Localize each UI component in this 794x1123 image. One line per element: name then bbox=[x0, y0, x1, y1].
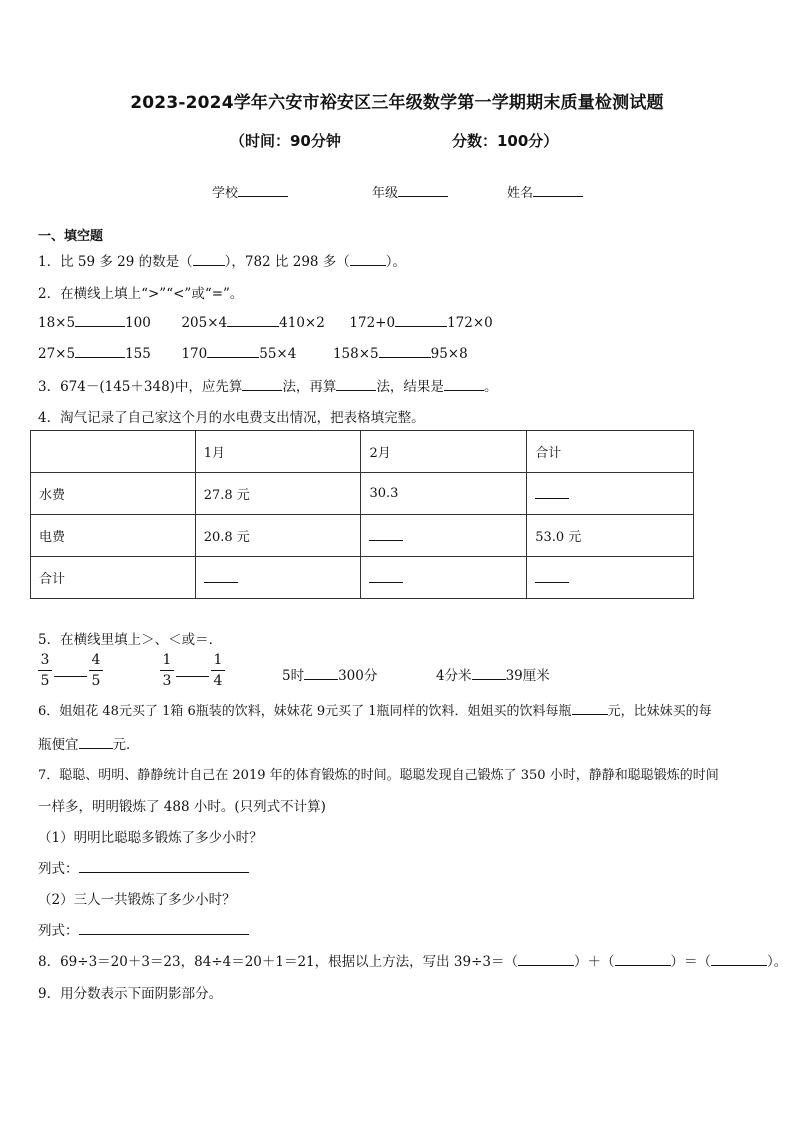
q8-blank-1[interactable] bbox=[518, 952, 574, 966]
q3-text-a: 3．674－(145＋348)中，应先算 bbox=[38, 379, 243, 395]
utility-table bbox=[30, 430, 694, 599]
denominator: 3 bbox=[162, 673, 172, 689]
question-7-line-2: 一样多，明明锻炼了 488 小时。(只列式不计算) bbox=[38, 799, 326, 815]
table-cell: 合计 bbox=[31, 557, 196, 599]
q2-r1-left-2: 205×4 bbox=[181, 315, 228, 331]
q6-text-b: 元，比妹妹买的每 bbox=[607, 704, 712, 719]
table-cell bbox=[361, 515, 527, 557]
q1-blank-1[interactable] bbox=[193, 252, 225, 266]
q5-blank-3[interactable] bbox=[304, 666, 338, 680]
q5-compare-time bbox=[282, 664, 377, 684]
q2-blank[interactable] bbox=[75, 313, 125, 327]
table-row bbox=[31, 557, 694, 599]
question-7-sub-2: （2）三人一共锻炼了多少小时？ bbox=[38, 892, 236, 908]
numerator: 4 bbox=[91, 652, 101, 668]
q8-text-c: ）＝（ bbox=[670, 954, 712, 970]
table-cell bbox=[361, 557, 527, 599]
grade-blank[interactable] bbox=[398, 183, 448, 197]
table-header-cell bbox=[31, 431, 196, 473]
school-field bbox=[212, 182, 288, 201]
q6-blank-1[interactable] bbox=[572, 701, 608, 715]
table-blank[interactable] bbox=[204, 569, 238, 583]
q6-text-c: 瓶便宜 bbox=[38, 737, 79, 753]
q3-blank-3[interactable] bbox=[444, 377, 484, 391]
formula-label: 列式： bbox=[38, 923, 79, 939]
table-cell bbox=[195, 557, 361, 599]
denominator: 5 bbox=[40, 673, 50, 689]
q2-r2-right-2: 55×4 bbox=[259, 346, 297, 362]
question-2-row-1 bbox=[38, 313, 493, 331]
table-cell bbox=[527, 557, 694, 599]
q3-blank-2[interactable] bbox=[336, 377, 376, 391]
school-blank[interactable] bbox=[238, 183, 288, 197]
q3-text-c: 法，结果是 bbox=[376, 379, 444, 395]
table-blank[interactable] bbox=[369, 527, 403, 541]
q8-text-d: ）。 bbox=[767, 954, 788, 970]
q2-r2-left-1: 27×5 bbox=[38, 346, 76, 362]
question-7-sub-1: （1）明明比聪聪多锻炼了多少小时？ bbox=[38, 830, 263, 846]
exam-time: （时间：90分钟 bbox=[230, 132, 341, 150]
numerator: 1 bbox=[213, 652, 223, 668]
q1-text-b: ），782 比 298 多（ bbox=[224, 254, 350, 270]
q2-blank[interactable] bbox=[227, 313, 279, 327]
q2-r1-right-3: 172×0 bbox=[447, 315, 493, 331]
table-cell: 27.8 元 bbox=[195, 473, 361, 515]
name-field bbox=[507, 182, 583, 201]
fraction-1-3 bbox=[160, 652, 174, 689]
q5-blank-1[interactable] bbox=[54, 676, 87, 677]
table-header-cell: 合计 bbox=[527, 431, 694, 473]
q2-r2-right-3: 95×8 bbox=[430, 346, 468, 362]
grade-label: 年级 bbox=[372, 186, 399, 201]
q5-compare-length bbox=[436, 664, 550, 684]
question-8 bbox=[38, 950, 787, 970]
question-4-prompt: 4．淘气记录了自己家这个月的水电费支出情况，把表格填完整。 bbox=[38, 410, 425, 426]
q2-blank[interactable] bbox=[395, 313, 447, 327]
table-blank[interactable] bbox=[369, 569, 403, 583]
q1-blank-2[interactable] bbox=[350, 252, 386, 266]
table-cell: 水费 bbox=[31, 473, 196, 515]
numerator: 3 bbox=[40, 652, 50, 668]
q5-c1-left: 5时 bbox=[282, 668, 305, 684]
fraction-1-4 bbox=[211, 652, 225, 689]
grade-field bbox=[372, 182, 448, 201]
denominator: 4 bbox=[213, 673, 223, 689]
name-label: 姓名 bbox=[507, 186, 534, 201]
q1-text-c: ）。 bbox=[385, 254, 407, 270]
q2-blank[interactable] bbox=[75, 344, 125, 358]
q2-r2-left-2: 170 bbox=[181, 346, 208, 362]
table-cell: 电费 bbox=[31, 515, 196, 557]
q2-blank[interactable] bbox=[207, 344, 259, 358]
q2-r1-right-1: 100 bbox=[125, 315, 151, 331]
table-cell: 30.3 bbox=[361, 473, 527, 515]
table-row bbox=[31, 515, 694, 557]
table-cell bbox=[527, 473, 694, 515]
formula-label: 列式： bbox=[38, 861, 79, 877]
q6-text-a: 6．姐姐花 48元买了 1箱 6瓶装的饮料，妹妹花 9元买了 1瓶同样的饮料．姐姐买的饮料每瓶 bbox=[38, 704, 572, 719]
q8-text-a: 8．69÷3＝20＋3＝23，84÷4＝20＋1＝21，根据以上方法，写出 39÷3＝（ bbox=[38, 954, 519, 970]
table-blank[interactable] bbox=[535, 569, 569, 583]
question-2-row-2 bbox=[38, 344, 468, 362]
q6-text-d: 元． bbox=[112, 737, 140, 753]
question-6-line-1 bbox=[38, 700, 712, 719]
table-blank[interactable] bbox=[535, 485, 569, 499]
q2-r2-left-3: 158×5 bbox=[332, 346, 379, 362]
numerator: 1 bbox=[162, 652, 172, 668]
question-6-line-2 bbox=[38, 733, 140, 753]
denominator: 5 bbox=[91, 673, 101, 689]
q2-r1-left-1: 18×5 bbox=[38, 315, 76, 331]
name-blank[interactable] bbox=[533, 183, 583, 197]
q7-formula-1 bbox=[38, 857, 249, 877]
fraction-4-5 bbox=[89, 652, 103, 689]
q5-c2-left: 4分米 bbox=[436, 668, 472, 684]
q3-text-b: 法，再算 bbox=[282, 379, 337, 395]
question-3 bbox=[38, 375, 497, 395]
q2-blank[interactable] bbox=[379, 344, 431, 358]
question-7-line-1: 7．聪聪、明明、静静统计自己在 2019 年的体育锻炼的时间。聪聪发现自己锻炼了 350 小时，静静和聪聪锻炼的时间 bbox=[38, 768, 719, 783]
q5-c1-right: 300分 bbox=[338, 668, 378, 684]
q1-text-a: 1．比 59 多 29 的数是（ bbox=[38, 254, 193, 270]
q8-blank-3[interactable] bbox=[711, 952, 767, 966]
q7-formula-2 bbox=[38, 919, 249, 939]
q8-blank-2[interactable] bbox=[615, 952, 671, 966]
q5-blank-4[interactable] bbox=[472, 666, 506, 680]
formula-input-1[interactable] bbox=[79, 858, 249, 873]
question-2-prompt: 2．在横线上填上“>”“<”或“=”。 bbox=[38, 286, 244, 302]
table-row bbox=[31, 473, 694, 515]
question-1 bbox=[38, 250, 406, 270]
section-heading: 一、填空题 bbox=[38, 229, 104, 244]
question-5-prompt: 5．在横线里填上＞、＜或＝． bbox=[38, 632, 223, 648]
fraction-3-5 bbox=[38, 652, 52, 689]
table-cell: 53.0 元 bbox=[527, 515, 694, 557]
exam-score: 分数：100分） bbox=[452, 132, 559, 150]
question-9: 9．用分数表示下面阴影部分。 bbox=[38, 986, 223, 1002]
q8-text-b: ）＋（ bbox=[574, 954, 615, 970]
table-header-cell: 1月 bbox=[195, 431, 361, 473]
q5-blank-2[interactable] bbox=[176, 676, 209, 677]
formula-input-2[interactable] bbox=[79, 920, 249, 935]
page-title: 2023-2024学年六安市裕安区三年级数学第一学期期末质量检测试题 bbox=[130, 93, 664, 113]
q2-r1-right-2: 410×2 bbox=[279, 315, 325, 331]
school-label: 学校 bbox=[212, 186, 239, 201]
q5-c2-right: 39厘米 bbox=[505, 668, 550, 684]
q2-r2-right-1: 155 bbox=[125, 346, 151, 362]
table-header-cell: 2月 bbox=[361, 431, 527, 473]
q3-text-d: 。 bbox=[483, 379, 498, 395]
q3-blank-1[interactable] bbox=[242, 377, 282, 391]
table-cell: 20.8 元 bbox=[195, 515, 361, 557]
table-header-row bbox=[31, 431, 694, 473]
q6-blank-2[interactable] bbox=[79, 735, 113, 749]
q2-r1-left-3: 172+0 bbox=[349, 315, 396, 331]
